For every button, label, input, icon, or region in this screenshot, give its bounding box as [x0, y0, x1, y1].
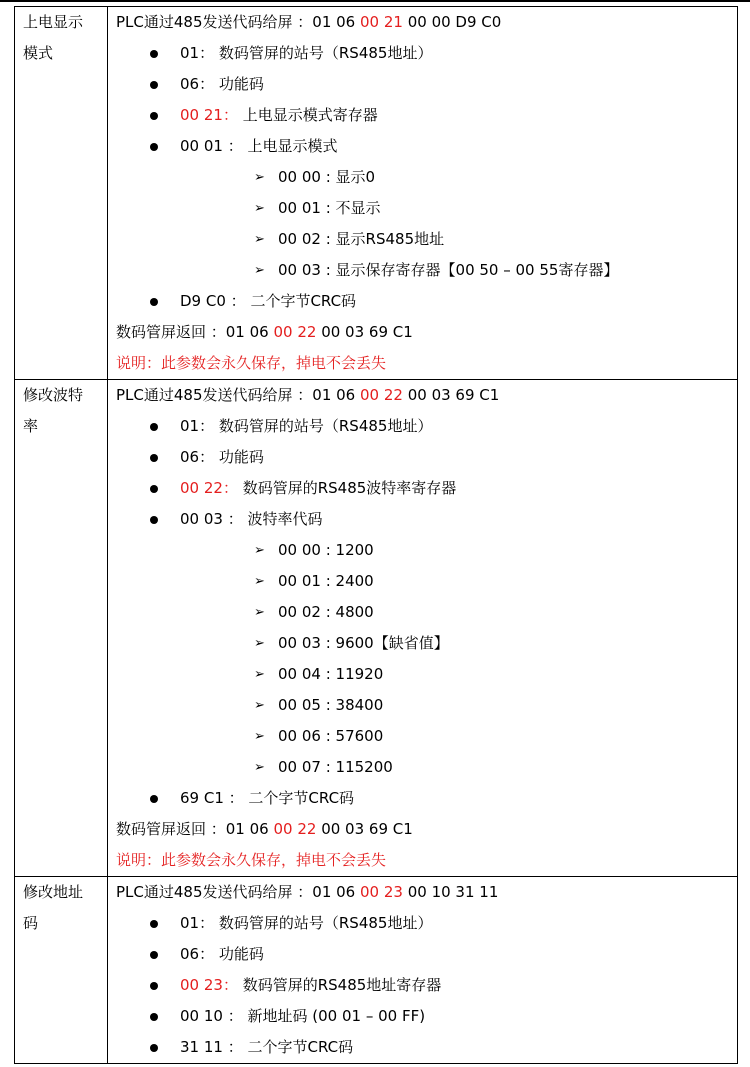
arrow-bullet-icon: ➢	[254, 543, 265, 558]
arrow-bullet-icon: ➢	[254, 698, 265, 713]
arrow-bullet-icon: ➢	[254, 170, 265, 185]
list-item: 01： 数码管屏的站号（RS485地址）	[116, 411, 737, 442]
row-label-cell	[15, 380, 108, 877]
sub-list-item: ➢ 00 03 : 显示保存寄存器【00 50 – 00 55寄存器】	[116, 255, 737, 286]
list-item: 00 03 ： 波特率代码	[116, 504, 737, 535]
row-content-cell	[108, 380, 738, 877]
list-item: 00 10 ： 新地址码 (00 01 – 00 FF)	[116, 1001, 737, 1032]
list-item: 00 21： 上电显示模式寄存器	[116, 100, 737, 131]
sub-list-item: ➢ 00 02 : 4800	[116, 597, 737, 628]
list-item: 00 01 ： 上电显示模式	[116, 131, 737, 162]
command-line: PLC通过485发送代码给屏 ：01 06 00 23 00 10 31 11	[116, 883, 499, 901]
sub-list-item: ➢ 00 00 : 1200	[116, 535, 737, 566]
arrow-bullet-icon: ➢	[254, 263, 265, 278]
sub-list-item: ➢ 00 01 : 不显示	[116, 193, 737, 224]
row-label: 修改地址码	[23, 883, 84, 932]
sub-list-item: ➢ 00 03 : 9600【缺省值】	[116, 628, 737, 659]
list-item: 01： 数码管屏的站号（RS485地址）	[116, 38, 737, 69]
row-content-cell	[108, 7, 738, 380]
list-item: D9 C0 ： 二个字节CRC码	[116, 286, 737, 317]
row-label: 修改波特率	[23, 386, 84, 435]
table-row	[15, 380, 738, 877]
table-row	[15, 7, 738, 380]
arrow-bullet-icon: ➢	[254, 729, 265, 744]
command-line: PLC通过485发送代码给屏 ：01 06 00 21 00 00 D9 C0	[116, 13, 502, 31]
sub-list-item: ➢ 00 07 : 115200	[116, 752, 737, 783]
register-address: 00 22：	[180, 479, 238, 497]
list-item: 01： 数码管屏的站号（RS485地址）	[116, 908, 737, 939]
list-item: 31 11 ： 二个字节CRC码	[116, 1032, 737, 1063]
list-item: 06： 功能码	[116, 69, 737, 100]
sub-list-item: ➢ 00 00 : 显示0	[116, 162, 737, 193]
register-address: 00 23：	[180, 976, 238, 994]
persistence-note: 说明：此参数会永久保存，掉电不会丢失	[116, 354, 387, 372]
list-item: 69 C1 ： 二个字节CRC码	[116, 783, 737, 814]
row-content-cell	[108, 877, 738, 1064]
arrow-bullet-icon: ➢	[254, 232, 265, 247]
list-item: 06： 功能码	[116, 939, 737, 970]
response-line: 数码管屏返回 ：01 06 00 22 00 03 69 C1	[116, 820, 413, 838]
register-address: 00 22	[273, 820, 317, 838]
arrow-bullet-icon: ➢	[254, 636, 265, 651]
row-label-cell	[15, 877, 108, 1064]
table-row	[15, 877, 738, 1064]
register-address: 00 21：	[180, 106, 238, 124]
register-address: 00 21	[360, 13, 403, 31]
page-top-rule	[0, 0, 750, 2]
register-address: 00 22	[273, 323, 317, 341]
sub-list-item: ➢ 00 02 : 显示RS485地址	[116, 224, 737, 255]
command-line: PLC通过485发送代码给屏 ：01 06 00 22 00 03 69 C1	[116, 386, 500, 404]
arrow-bullet-icon: ➢	[254, 201, 265, 216]
list-item: 00 22： 数码管屏的RS485波特率寄存器	[116, 473, 737, 504]
sub-list-item: ➢ 00 06 : 57600	[116, 721, 737, 752]
register-address: 00 23	[360, 883, 403, 901]
row-label: 上电显示模式	[23, 13, 84, 62]
register-spec-table	[14, 6, 738, 1064]
persistence-note: 说明：此参数会永久保存，掉电不会丢失	[116, 851, 387, 869]
arrow-bullet-icon: ➢	[254, 760, 265, 775]
sub-list-item: ➢ 00 05 : 38400	[116, 690, 737, 721]
arrow-bullet-icon: ➢	[254, 574, 265, 589]
row-label-cell	[15, 7, 108, 380]
list-item: 00 23： 数码管屏的RS485地址寄存器	[116, 970, 737, 1001]
register-address: 00 22	[360, 386, 403, 404]
arrow-bullet-icon: ➢	[254, 605, 265, 620]
list-item: 06： 功能码	[116, 442, 737, 473]
arrow-bullet-icon: ➢	[254, 667, 265, 682]
response-line: 数码管屏返回 ：01 06 00 22 00 03 69 C1	[116, 323, 413, 341]
sub-list-item: ➢ 00 04 : 11920	[116, 659, 737, 690]
sub-list-item: ➢ 00 01 : 2400	[116, 566, 737, 597]
